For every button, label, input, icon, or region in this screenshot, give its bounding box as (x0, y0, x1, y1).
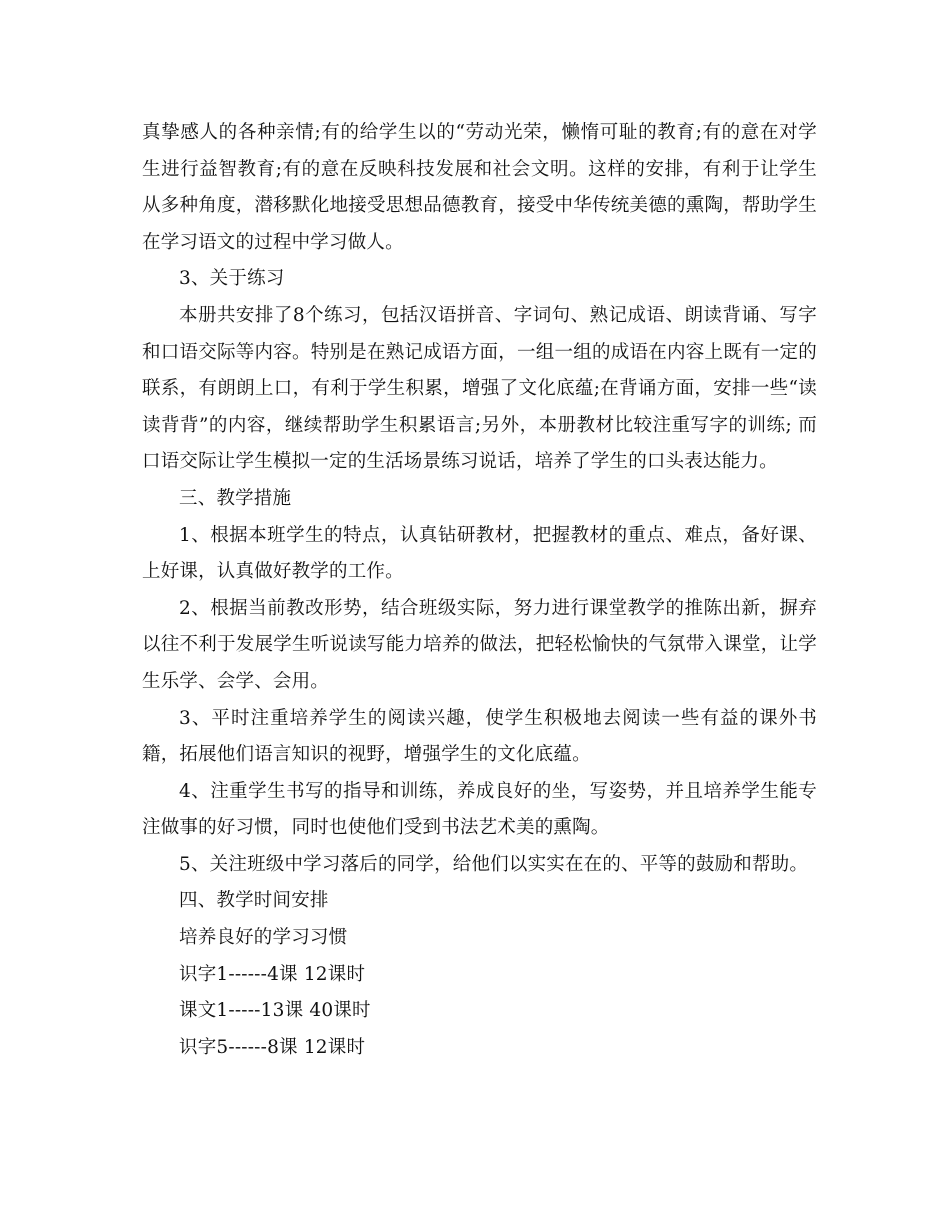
schedule-item-3: 识字5------8课 12课时 (179, 1036, 366, 1058)
section-schedule-heading: 四、教学时间安排 (179, 890, 329, 912)
document-body (142, 115, 817, 1066)
measure-item-4: 4、注重学生书写的指导和训练，养成良好的坐，写姿势，并且培养学生能专注做事的好习惯，同时也使他们受到书法艺术美的熏陶。 (142, 780, 817, 839)
schedule-intro: 培养良好的学习习惯 (179, 927, 348, 949)
section-practice-heading: 3、关于练习 (179, 268, 285, 290)
section-measures-heading: 三、教学措施 (179, 487, 292, 509)
schedule-item-2: 课文1-----13课 40课时 (179, 1000, 371, 1022)
schedule-item-1: 识字1------4课 12课时 (179, 963, 366, 985)
measure-item-3: 3、平时注重培养学生的阅读兴趣，使学生积极地去阅读一些有益的课外书籍，拓展他们语言知识的视野，增强学生的文化底蕴。 (142, 707, 817, 766)
section-practice-body: 本册共安排了8个练习，包括汉语拼音、字词句、熟记成语、朗读背诵、写字和口语交际等内容。特别是在熟记成语方面，一组一组的成语在内容上既有一定的联系，有朗朗上口，有利于学生积累，增强了文化底蕴;在背诵方面，安排一些“读读背背”的内容，继续帮助学生积累语言;另外，本册教材比较注重写字的训练; 而口语交际让学生模拟一定的生活场景练习说话，培养了学生的口头表达能力。 (142, 304, 817, 473)
measure-item-5: 5、关注班级中学习落后的同学，给他们以实实在在的、平等的鼓励和帮助。 (179, 853, 809, 875)
measure-item-2: 2、根据当前教改形势，结合班级实际，努力进行课堂教学的推陈出新，摒弃以往不利于发展学生听说读写能力培养的做法，把轻松愉快的气氛带入课堂，让学生乐学、会学、会用。 (142, 597, 817, 692)
opening-paragraph: 真挚感人的各种亲情;有的给学生以的“劳动光荣，懒惰可耻的教育;有的意在对学生进行益智教育;有的意在反映科技发展和社会文明。这样的安排，有利于让学生从多种角度，潜移默化地接受思想品德教育，接受中华传统美德的熏陶，帮助学生在学习语文的过程中学习做人。 (142, 122, 817, 253)
measure-item-1: 1、根据本班学生的特点，认真钻研教材，把握教材的重点、难点，备好课、上好课，认真做好教学的工作。 (142, 524, 817, 583)
